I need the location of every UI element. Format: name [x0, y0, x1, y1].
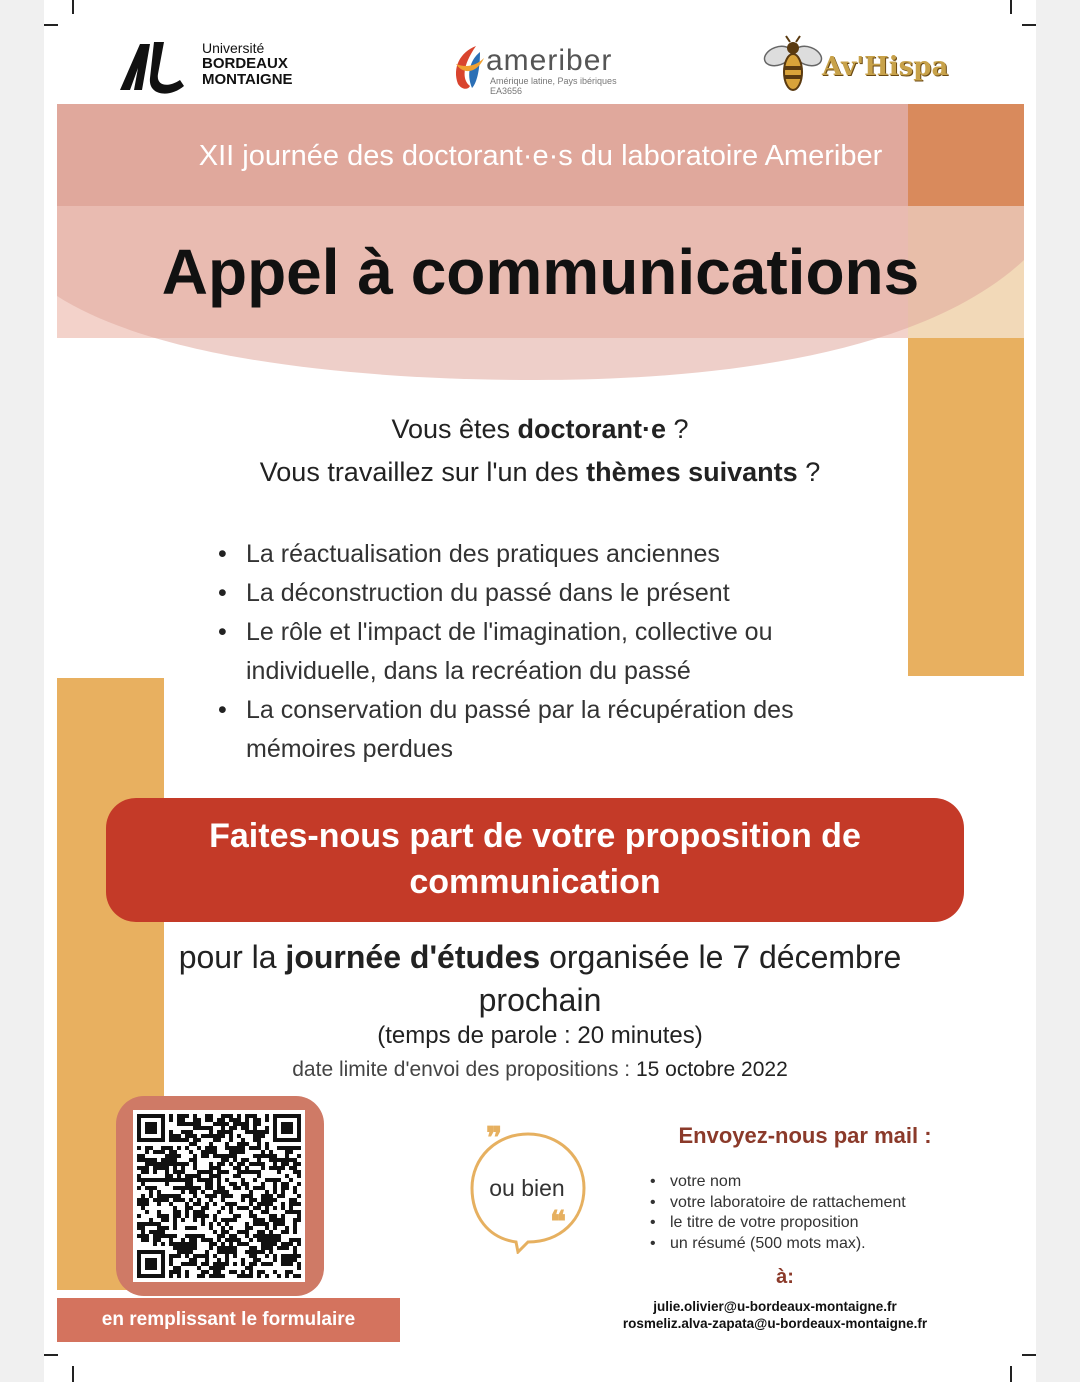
left-gutter — [0, 0, 44, 1382]
study-day-info — [110, 936, 970, 1022]
ameriber-code: EA3656 — [490, 86, 523, 96]
question-1-end: ? — [666, 414, 689, 444]
email-link[interactable]: rosmeliz.alva-zapata@u-bordeaux-montaigne.fr — [622, 1316, 928, 1331]
quote-close-icon: ❝ — [550, 1205, 567, 1240]
journee-text-d: prochain — [478, 982, 602, 1018]
ubm-line2: BORDEAUX — [202, 55, 288, 72]
intro-questions — [110, 408, 970, 494]
question-1 — [110, 408, 970, 451]
journee-text-a: pour la — [178, 939, 286, 975]
mail-item: • un résumé (500 mots max). — [650, 1234, 970, 1255]
page-title: Appel à communications — [161, 236, 920, 308]
crop-mark — [72, 0, 74, 14]
ameriber-name: ameriber — [486, 44, 613, 77]
speaking-time: (temps de parole : 20 minutes) — [377, 1022, 703, 1049]
crop-mark — [1022, 1354, 1036, 1356]
crop-mark — [72, 1366, 74, 1382]
journee-text-bold: journée d'études — [285, 939, 541, 975]
ameriber-subtitle: Amérique latine, Pays ibériques — [490, 76, 617, 86]
email-addresses — [600, 1298, 950, 1332]
question-1-text: Vous êtes — [391, 414, 518, 444]
decorative-bar-right — [908, 338, 1024, 676]
or-label: ou bien — [489, 1175, 565, 1201]
qr-code-icon — [137, 1114, 301, 1278]
question-2-end: ? — [797, 457, 821, 487]
quote-open-icon: ❞ — [486, 1121, 503, 1156]
form-link-label[interactable]: en remplissant le formulaire — [57, 1298, 400, 1342]
deadline-date: 15 octobre 2022 — [635, 1058, 788, 1081]
event-subtitle: XII journée des doctorant·e·s du laboratoire Ameriber — [198, 140, 883, 172]
mail-to-label: à: — [776, 1266, 794, 1288]
theme-item: • Le rôle et l'impact de l'imagination, collective ou individuelle, dans la recréation du passé — [218, 613, 878, 691]
cta-banner — [106, 798, 964, 922]
bee-icon — [762, 34, 824, 96]
crop-mark — [1010, 0, 1012, 14]
theme-item: • La conservation du passé par la récupération des mémoires perdues — [218, 691, 878, 769]
mail-title: Envoyez-nous par mail : — [678, 1123, 932, 1148]
avhispa-name: Av'Hispa — [822, 52, 949, 82]
crop-mark — [1022, 24, 1036, 26]
themes-list — [218, 535, 878, 769]
mail-item: • votre laboratoire de rattachement — [650, 1193, 970, 1214]
mail-requirements — [650, 1172, 970, 1254]
deadline — [110, 1056, 970, 1084]
logo-avhispa — [762, 34, 952, 96]
qr-code[interactable] — [133, 1110, 305, 1282]
cta-line-1: Faites-nous part de votre proposition de — [209, 817, 861, 855]
crop-mark — [44, 24, 58, 26]
theme-item: • La réactualisation des pratiques anciennes — [218, 535, 878, 574]
ubm-monogram-icon — [118, 38, 198, 94]
journee-text-c: organisée le 7 décembre — [540, 939, 902, 975]
cta-line-2: communication — [409, 863, 661, 901]
deadline-label: date limite d'envoi des propositions : — [292, 1058, 636, 1081]
ameriber-swirl-icon — [450, 44, 486, 92]
mail-item: • le titre de votre proposition — [650, 1213, 970, 1234]
right-gutter — [1036, 0, 1080, 1382]
email-link[interactable]: julie.olivier@u-bordeaux-montaigne.fr — [653, 1299, 897, 1314]
question-1-bold: doctorant·e — [517, 414, 667, 444]
logo-universite-bordeaux-montaigne — [118, 38, 318, 94]
question-2 — [110, 451, 970, 494]
mail-item: • votre nom — [650, 1172, 970, 1193]
question-2-bold: thèmes suivants — [586, 457, 798, 487]
theme-item: • La déconstruction du passé dans le présent — [218, 574, 878, 613]
ubm-line3: MONTAIGNE — [202, 71, 293, 88]
crop-mark — [44, 1354, 58, 1356]
logo-ameriber — [450, 44, 650, 96]
ubm-line1: Université — [202, 40, 265, 56]
question-2-text: Vous travaillez sur l'un des — [259, 457, 587, 487]
crop-mark — [1010, 1366, 1012, 1382]
